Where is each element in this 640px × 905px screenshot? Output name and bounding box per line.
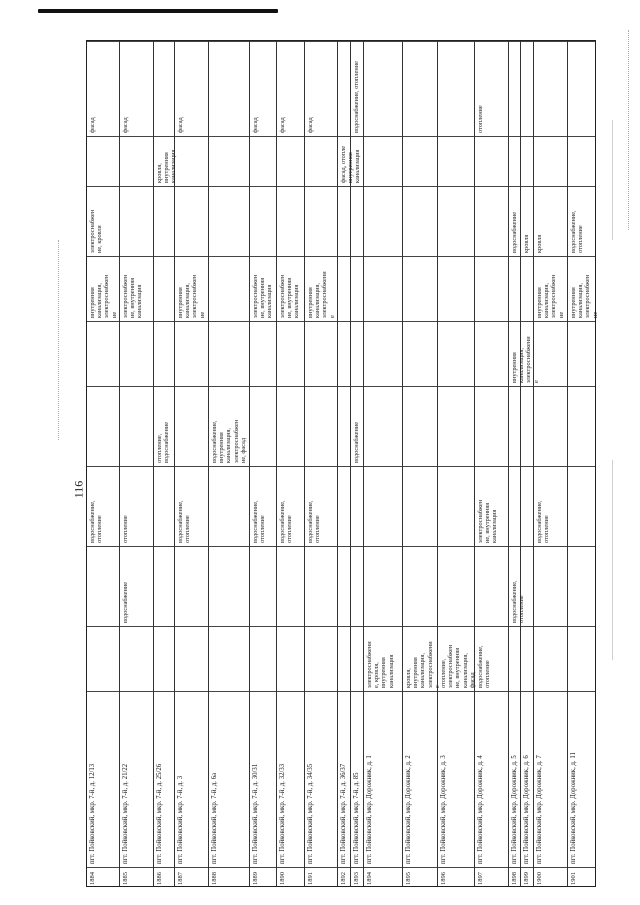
cell-text: фасад: [251, 117, 259, 133]
row-address: пгт. Пойковский, мкр. 7-й, д. 36/37: [340, 763, 348, 864]
cell-text: отопление: [122, 515, 130, 543]
cell-text: кровля, внутренняя канализация: [155, 149, 178, 183]
cell-text: водоснабжение, отопление: [569, 210, 584, 253]
cell-text: водоснабжение, отопление: [477, 645, 492, 688]
cell-text: электроснабжен ие, кровля: [89, 209, 104, 253]
row-number: 1886: [155, 872, 163, 885]
row-address: пгт. Пойковский, мкр. 7-й, д. 25/26: [155, 763, 163, 864]
row-address: пгт. Пойковский, мкр. 7-й, д. 30/31: [251, 763, 259, 864]
cell-text: водоснабжение, отопление: [177, 500, 192, 543]
row-number: 1895: [404, 872, 412, 885]
cell-text: фасад: [306, 117, 314, 133]
row-address: пгт. Пойковский, мкр. Дорожник, д. 1: [365, 755, 373, 864]
cell-text: электроснабжени е, кровля, внутренняя канализация: [365, 641, 395, 688]
row-address: пгт. Пойковский, мкр. Дорожник, д. 11: [569, 752, 577, 864]
row-number: 1892: [340, 872, 348, 885]
cell-text: электроснабжен ие, внутренняя канализация: [279, 274, 301, 318]
cell-text: внутренняя канализация, электроснабжен ие: [177, 274, 206, 318]
cell-text: фасад: [89, 117, 96, 133]
row-number: 1891: [306, 872, 314, 885]
row-number: 1884: [89, 872, 96, 885]
cell-text: водоснабжение, отопление: [251, 500, 266, 543]
cell-text: отопление, водоснабжение: [155, 421, 170, 463]
cell-text: водоснабжение: [352, 421, 360, 463]
table-row: [175, 41, 208, 886]
row-address: пгт. Пойковский, мкр. 7-й, д. 12/13: [89, 763, 96, 864]
row-number: 1900: [536, 872, 544, 885]
cell-text: водоснабжение, отопление: [306, 500, 321, 543]
cell-text: фасад: [279, 117, 287, 133]
row-address: пгт. Пойковский, мкр. Дорожник, д. 6: [523, 755, 531, 864]
cell-text: водоснабжение, отопление: [536, 500, 551, 543]
cell-text: электроснабжен ие, внутренняя канализация: [122, 274, 144, 318]
row-address: пгт. Пойковский, мкр. 7-й, д. 85: [352, 772, 360, 864]
row-number: 1893: [352, 872, 360, 885]
cell-text: водоснабжение, внутренняя канализация, электроснабжен ие, фасад: [210, 419, 247, 463]
row-address: пгт. Пойковский, мкр. Дорожник, д. 7: [536, 755, 544, 864]
table-row: [475, 41, 508, 886]
table-row: [250, 41, 277, 886]
data-table: [86, 40, 599, 887]
row-address: пгт. Пойковский, мкр. 7-й, д. 6а: [210, 772, 218, 864]
cell-text: фасад, отопле внутренняя канализация: [340, 145, 362, 183]
scan-edge-right-c: [628, 30, 629, 230]
cell-text: водоснабжение, отопление: [89, 500, 104, 543]
cell-text: водоснабжение: [510, 211, 518, 253]
row-number: 1899: [523, 872, 531, 885]
table-row: [120, 41, 153, 886]
table-row: [534, 41, 567, 886]
table-row: [87, 41, 120, 886]
row-number: 1901: [569, 872, 577, 885]
cell-text: электроснабжен ие, внутренняя канализация: [251, 274, 274, 318]
row-address: пгт. Пойковский, мкр. 7-й, д. 21/22: [122, 763, 130, 864]
top-edge-bar: [38, 9, 278, 13]
page-number: 116: [71, 480, 86, 499]
row-number: 1896: [440, 872, 448, 885]
table-row: [154, 41, 176, 886]
table-row: [209, 41, 250, 886]
cell-text: внутренняя канализация, электроснабжен ие: [536, 274, 565, 318]
table-row: [364, 41, 403, 886]
table-row: [351, 41, 364, 886]
row-address: пгт. Пойковский, мкр. Дорожник, д. 4: [477, 755, 485, 864]
row-address: пгт. Пойковский, мкр. 7-й, д. 32/33: [279, 763, 287, 864]
cell-text: фасад: [122, 117, 130, 133]
table-row: [521, 41, 534, 886]
row-address: пгт. Пойковский, мкр. Дорожник, д. 5: [510, 755, 518, 864]
table-row: [305, 41, 338, 886]
row-number: 1894: [365, 872, 373, 885]
row-number: 1897: [477, 872, 485, 885]
scan-edge-right-a: [612, 120, 613, 240]
cell-text: внутренняя канализация, электроснабжени е: [510, 336, 540, 383]
cell-text: водоснабжение, отопление: [510, 580, 525, 623]
cell-text: отопление: [477, 105, 485, 133]
table-row: [403, 41, 441, 886]
row-address: пгт. Пойковский, мкр. 7-й, д. 34/35: [306, 763, 314, 864]
row-number: 1889: [251, 872, 259, 885]
cell-text: внутренняя канализация, электроснабжен ие: [569, 274, 599, 318]
row-number: 1887: [177, 872, 185, 885]
cell-text: кровля: [536, 234, 544, 253]
cell-text: водоснабжение, отопление: [352, 61, 360, 133]
cell-text: отопление, электроснабжен ие, внутренняя канализация, фасад: [440, 644, 476, 688]
cell-text: внутренняя канализация, электроснабжени е: [306, 271, 336, 318]
row-number: 1898: [510, 872, 518, 885]
cell-text: внутренняя канализация, электроснабжен ие: [89, 274, 118, 318]
scan-edge-left: [58, 240, 59, 440]
table-row: [568, 41, 597, 886]
cell-text: фасад: [177, 117, 185, 133]
row-address: пгт. Пойковский, мкр. Дорожник, д. 3: [440, 755, 448, 864]
row-number: 1885: [122, 872, 130, 885]
table-row: [277, 41, 304, 886]
cell-text: водоснабжение: [122, 581, 130, 623]
row-address: пгт. Пойковский, мкр. 7-й, д. 3: [177, 775, 185, 864]
cell-text: водоснабжение, отопление: [279, 500, 294, 543]
table-row: [438, 41, 475, 886]
cell-text: кровля: [523, 234, 531, 253]
row-number: 1888: [210, 872, 218, 885]
row-address: пгт. Пойковский, мкр. Дорожник, д. 2: [404, 755, 412, 864]
cell-text: электроснабжен ие, внутренняя канализация: [477, 499, 499, 543]
scan-edge-right-b: [612, 460, 613, 660]
row-number: 1890: [279, 872, 287, 885]
cell-text: кровля, внутренняя канализация, электроснабжени е: [404, 641, 441, 688]
